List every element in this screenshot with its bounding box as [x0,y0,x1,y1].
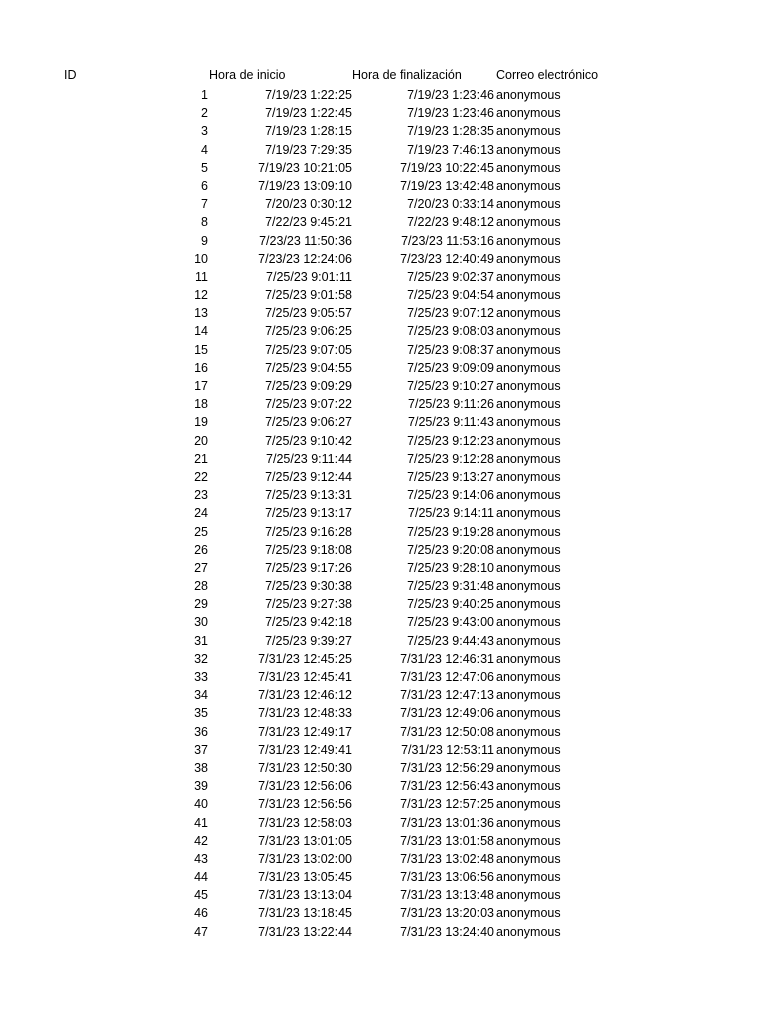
cell-start-time: 7/19/23 7:29:35 [265,142,352,157]
cell-end-time: 7/31/23 12:47:13 [400,688,494,703]
cell-end-time: 7/31/23 13:06:56 [400,870,494,885]
table-row [0,777,768,795]
cell-id: 29 [194,597,208,612]
cell-start-time: 7/31/23 13:13:04 [258,888,352,903]
cell-end-time: 7/25/23 9:44:43 [407,633,494,648]
cell-id: 43 [194,851,208,866]
cell-start-time: 7/31/23 12:48:33 [258,706,352,721]
cell-start-time: 7/25/23 9:30:38 [265,579,352,594]
table-row [0,832,768,850]
cell-email: anonymous [496,269,561,284]
cell-email: anonymous [496,178,561,193]
cell-id: 19 [194,415,208,430]
table-body [0,86,768,941]
cell-start-time: 7/25/23 9:17:26 [265,560,352,575]
cell-id: 39 [194,779,208,794]
cell-email: anonymous [496,451,561,466]
table-row [0,795,768,813]
cell-start-time: 7/23/23 12:24:06 [258,251,352,266]
cell-email: anonymous [496,379,561,393]
cell-end-time: 7/25/23 9:08:37 [407,342,494,357]
cell-id: 33 [194,670,208,684]
table-row [0,577,768,595]
table-row [0,213,768,231]
cell-end-time: 7/19/23 1:28:35 [407,124,494,139]
table-row [0,322,768,340]
cell-start-time: 7/31/23 12:49:17 [258,724,352,739]
cell-end-time: 7/31/23 12:49:06 [400,706,494,721]
cell-end-time: 7/19/23 10:22:45 [400,160,494,175]
cell-email: anonymous [496,160,561,175]
cell-email: anonymous [496,251,561,266]
cell-end-time: 7/25/23 9:28:10 [407,560,494,575]
cell-start-time: 7/25/23 9:39:27 [265,633,352,648]
cell-id: 26 [194,542,208,557]
cell-email: anonymous [496,706,561,721]
cell-end-time: 7/25/23 9:11:43 [408,415,494,430]
table-row [0,432,768,450]
cell-id: 15 [194,342,208,357]
cell-end-time: 7/31/23 12:50:08 [400,724,494,739]
cell-end-time: 7/25/23 9:20:08 [407,542,494,557]
cell-start-time: 7/25/23 9:04:55 [265,360,352,375]
cell-start-time: 7/25/23 9:10:42 [265,433,352,448]
cell-email: anonymous [496,124,561,139]
cell-end-time: 7/31/23 13:24:40 [400,924,494,939]
cell-email: anonymous [496,742,561,757]
table-row [0,759,768,777]
cell-start-time: 7/31/23 12:56:06 [258,779,352,794]
cell-end-time: 7/22/23 9:48:12 [407,215,494,230]
cell-id: 10 [194,251,208,266]
cell-id: 44 [194,870,208,885]
table-row [0,613,768,631]
table-row [0,595,768,613]
cell-email: anonymous [496,615,561,630]
cell-id: 18 [194,397,208,412]
cell-start-time: 7/19/23 1:22:45 [265,106,352,121]
cell-start-time: 7/19/23 10:21:05 [258,160,352,175]
header-row [0,64,768,86]
cell-end-time: 7/25/23 9:43:00 [407,615,494,630]
cell-id: 11 [195,269,208,284]
table-row [0,686,768,704]
cell-id: 45 [194,888,208,903]
cell-end-time: 7/31/23 13:02:48 [400,851,494,866]
cell-start-time: 7/25/23 9:06:27 [265,415,352,430]
cell-end-time: 7/25/23 9:07:12 [407,306,494,321]
cell-start-time: 7/25/23 9:06:25 [265,324,352,339]
cell-id: 1 [201,88,208,102]
cell-start-time: 7/25/23 9:12:44 [265,469,352,484]
cell-end-time: 7/23/23 11:53:16 [401,233,494,248]
cell-email: anonymous [496,688,561,703]
cell-end-time: 7/31/23 13:20:03 [400,906,494,921]
table-row [0,450,768,468]
cell-start-time: 7/31/23 13:01:05 [258,833,352,848]
cell-email: anonymous [496,815,561,830]
cell-email: anonymous [496,433,561,448]
cell-email: anonymous [496,488,561,503]
cell-start-time: 7/31/23 12:45:41 [258,670,352,684]
cell-end-time: 7/25/23 9:10:27 [407,379,494,393]
cell-end-time: 7/25/23 9:14:11 [408,506,494,521]
cell-start-time: 7/25/23 9:11:44 [266,451,352,466]
cell-start-time: 7/23/23 11:50:36 [259,233,352,248]
cell-email: anonymous [496,106,561,121]
cell-end-time: 7/31/23 13:01:58 [400,833,494,848]
cell-id: 8 [201,215,208,230]
cell-email: anonymous [496,651,561,666]
cell-id: 9 [201,233,208,248]
cell-start-time: 7/22/23 9:45:21 [265,215,352,230]
cell-start-time: 7/25/23 9:05:57 [265,306,352,321]
cell-start-time: 7/25/23 9:09:29 [265,379,352,393]
cell-id: 42 [194,833,208,848]
cell-start-time: 7/31/23 12:58:03 [258,815,352,830]
cell-start-time: 7/31/23 12:50:30 [258,760,352,775]
cell-start-time: 7/25/23 9:07:22 [265,397,352,412]
table-row [0,359,768,377]
cell-email: anonymous [496,579,561,594]
table-row [0,304,768,322]
cell-id: 25 [194,524,208,539]
cell-id: 46 [194,906,208,921]
table-row [0,886,768,904]
cell-start-time: 7/19/23 1:28:15 [265,124,352,139]
table-row [0,468,768,486]
cell-start-time: 7/31/23 12:46:12 [258,688,352,703]
cell-id: 16 [194,360,208,375]
cell-email: anonymous [496,524,561,539]
table-row [0,413,768,431]
cell-id: 37 [194,742,208,757]
cell-start-time: 7/25/23 9:01:58 [265,288,352,303]
cell-email: anonymous [496,360,561,375]
cell-start-time: 7/31/23 12:56:56 [258,797,352,812]
cell-email: anonymous [496,288,561,303]
table-row [0,286,768,304]
cell-id: 24 [194,506,208,521]
table-row [0,850,768,868]
cell-email: anonymous [496,906,561,921]
cell-id: 35 [194,706,208,721]
header-id: ID [64,68,77,82]
cell-email: anonymous [496,888,561,903]
table-row [0,377,768,395]
cell-email: anonymous [496,215,561,230]
cell-start-time: 7/25/23 9:01:11 [266,269,352,284]
cell-id: 27 [194,560,208,575]
cell-email: anonymous [496,88,561,102]
table-row [0,177,768,195]
cell-start-time: 7/25/23 9:07:05 [265,342,352,357]
cell-email: anonymous [496,342,561,357]
cell-id: 40 [194,797,208,812]
table-row [0,523,768,541]
cell-email: anonymous [496,142,561,157]
cell-email: anonymous [496,797,561,812]
cell-end-time: 7/20/23 0:33:14 [407,197,494,212]
cell-id: 23 [194,488,208,503]
cell-end-time: 7/31/23 12:56:43 [400,779,494,794]
cell-email: anonymous [496,833,561,848]
header-start-time: Hora de inicio [209,68,286,82]
table-row [0,814,768,832]
cell-end-time: 7/31/23 12:57:25 [400,797,494,812]
cell-end-time: 7/25/23 9:31:48 [407,579,494,594]
cell-id: 14 [194,324,208,339]
cell-start-time: 7/20/23 0:30:12 [265,197,352,212]
cell-id: 47 [194,924,208,939]
cell-id: 20 [194,433,208,448]
cell-id: 21 [194,451,208,466]
cell-id: 2 [201,106,208,121]
cell-start-time: 7/25/23 9:42:18 [265,615,352,630]
table-row [0,504,768,522]
cell-email: anonymous [496,415,561,430]
cell-id: 6 [201,178,208,193]
cell-start-time: 7/25/23 9:16:28 [265,524,352,539]
cell-start-time: 7/31/23 12:45:25 [258,651,352,666]
cell-end-time: 7/19/23 13:42:48 [400,178,494,193]
table-row [0,741,768,759]
cell-start-time: 7/25/23 9:13:31 [265,488,352,503]
cell-end-time: 7/31/23 12:53:11 [401,742,494,757]
cell-start-time: 7/31/23 13:18:45 [258,906,352,921]
table-row [0,650,768,668]
table-row [0,86,768,104]
cell-email: anonymous [496,724,561,739]
cell-end-time: 7/25/23 9:08:03 [407,324,494,339]
cell-id: 12 [194,288,208,303]
table-row [0,723,768,741]
data-table [0,64,768,941]
cell-start-time: 7/25/23 9:18:08 [265,542,352,557]
cell-end-time: 7/19/23 7:46:13 [407,142,494,157]
cell-email: anonymous [496,779,561,794]
cell-email: anonymous [496,870,561,885]
cell-id: 41 [194,815,208,830]
cell-end-time: 7/25/23 9:19:28 [407,524,494,539]
cell-email: anonymous [496,324,561,339]
cell-id: 36 [194,724,208,739]
header-end-time: Hora de finalización [352,68,462,82]
cell-id: 28 [194,579,208,594]
table-row [0,395,768,413]
table-row [0,541,768,559]
cell-end-time: 7/19/23 1:23:46 [407,88,494,102]
cell-end-time: 7/25/23 9:13:27 [407,469,494,484]
table-row [0,341,768,359]
cell-end-time: 7/31/23 12:46:31 [400,651,494,666]
table-row [0,559,768,577]
cell-email: anonymous [496,469,561,484]
cell-end-time: 7/31/23 13:01:36 [400,815,494,830]
cell-end-time: 7/25/23 9:12:28 [407,451,494,466]
table-row [0,250,768,268]
cell-id: 38 [194,760,208,775]
cell-email: anonymous [496,560,561,575]
cell-start-time: 7/31/23 13:05:45 [258,870,352,885]
cell-end-time: 7/25/23 9:14:06 [407,488,494,503]
cell-email: anonymous [496,306,561,321]
cell-end-time: 7/25/23 9:04:54 [407,288,494,303]
cell-id: 32 [194,651,208,666]
table-row [0,159,768,177]
table-row [0,486,768,504]
cell-email: anonymous [496,670,561,684]
cell-end-time: 7/25/23 9:11:26 [408,397,494,412]
cell-id: 5 [201,160,208,175]
header-email: Correo electrónico [496,68,599,82]
cell-email: anonymous [496,633,561,648]
cell-start-time: 7/31/23 13:22:44 [258,924,352,939]
table-row [0,104,768,122]
cell-email: anonymous [496,506,561,521]
cell-id: 13 [194,306,208,321]
cell-email: anonymous [496,397,561,412]
table-row [0,904,768,922]
cell-email: anonymous [496,233,561,248]
cell-end-time: 7/31/23 12:56:29 [400,760,494,775]
cell-end-time: 7/25/23 9:12:23 [407,433,494,448]
cell-start-time: 7/19/23 13:09:10 [258,178,352,193]
cell-id: 34 [194,688,208,703]
cell-start-time: 7/31/23 13:02:00 [258,851,352,866]
table-row [0,923,768,941]
cell-id: 22 [194,469,208,484]
cell-id: 31 [194,633,208,648]
cell-email: anonymous [496,924,561,939]
cell-email: anonymous [496,597,561,612]
cell-end-time: 7/23/23 12:40:49 [400,251,494,266]
cell-email: anonymous [496,197,561,212]
cell-end-time: 7/31/23 12:47:06 [400,670,494,684]
cell-email: anonymous [496,760,561,775]
cell-id: 17 [194,379,208,393]
table-row [0,195,768,213]
cell-id: 3 [201,124,208,139]
table-row [0,141,768,159]
table-row [0,232,768,250]
cell-id: 7 [201,197,208,212]
table-row [0,268,768,286]
table-row [0,868,768,886]
cell-id: 30 [194,615,208,630]
cell-end-time: 7/31/23 13:13:48 [400,888,494,903]
cell-start-time: 7/31/23 12:49:41 [258,742,352,757]
cell-end-time: 7/25/23 9:40:25 [407,597,494,612]
table-row [0,122,768,140]
cell-start-time: 7/25/23 9:13:17 [265,506,352,521]
cell-end-time: 7/25/23 9:02:37 [407,269,494,284]
cell-email: anonymous [496,542,561,557]
table-row [0,632,768,650]
cell-start-time: 7/25/23 9:27:38 [265,597,352,612]
cell-id: 4 [201,142,208,157]
cell-end-time: 7/25/23 9:09:09 [407,360,494,375]
cell-start-time: 7/19/23 1:22:25 [265,88,352,102]
table-row [0,704,768,722]
table-row [0,668,768,686]
cell-end-time: 7/19/23 1:23:46 [407,106,494,121]
cell-email: anonymous [496,851,561,866]
